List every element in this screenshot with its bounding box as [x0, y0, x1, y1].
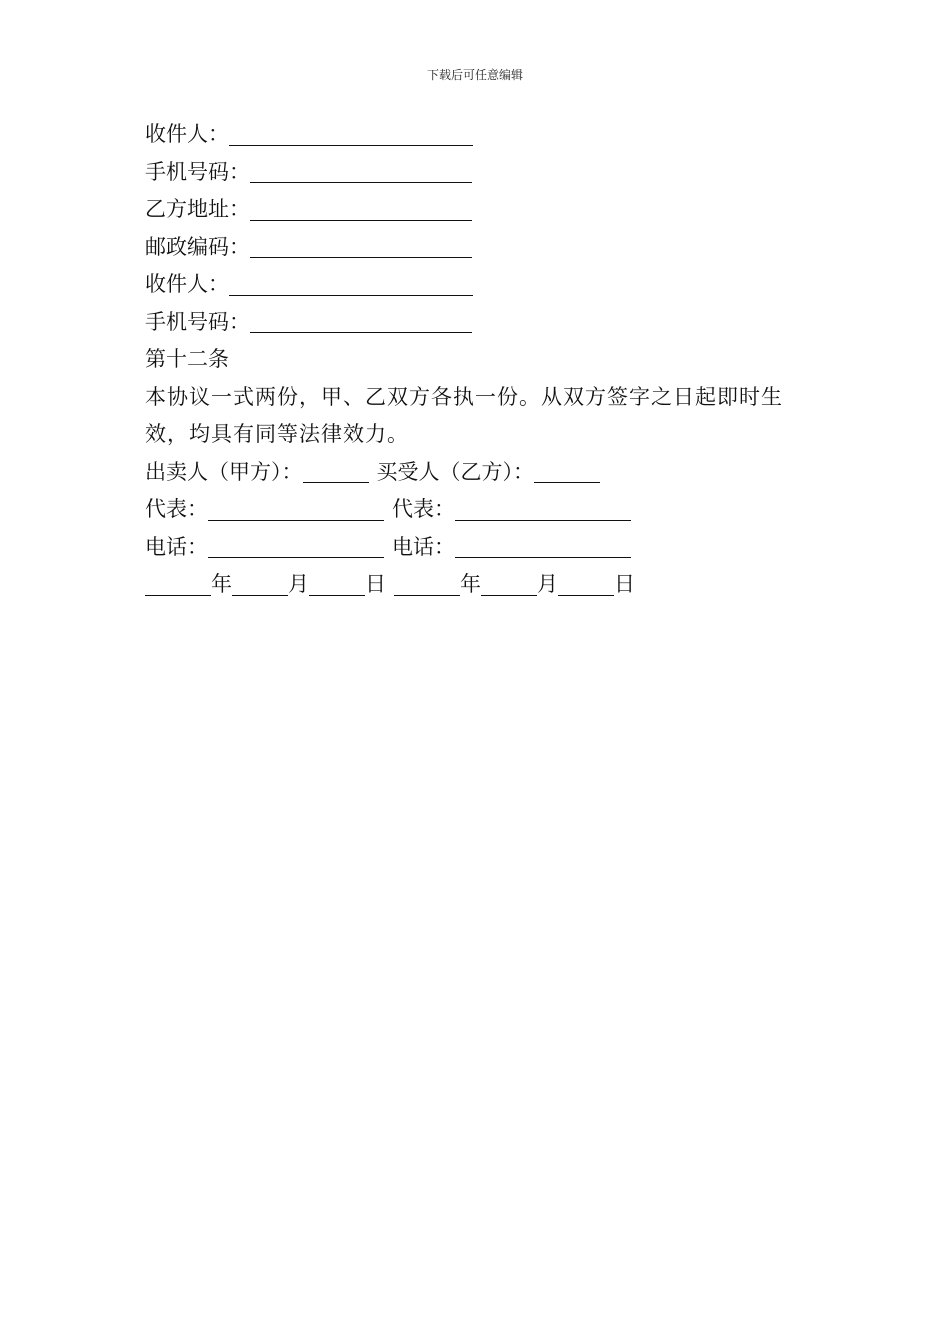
fill-blank[interactable] [250, 255, 472, 258]
fill-blank[interactable] [250, 180, 472, 183]
seller-month-blank[interactable] [232, 593, 288, 596]
buyer-phone-label: 电话： [392, 534, 455, 559]
seller-rep-label: 代表： [145, 497, 208, 521]
article-heading [145, 341, 810, 379]
buyer-year-blank[interactable] [394, 593, 460, 596]
article-body: 本协议一式两份，甲、乙双方各执一份。从双方签字之日起即时生效，均具有同等法律效力。 [145, 384, 783, 446]
signature-rep-row [145, 491, 810, 529]
buyer-blank[interactable] [534, 480, 600, 483]
field-label: 邮政编码： [145, 234, 250, 259]
buyer-rep-blank[interactable] [455, 518, 631, 521]
field-label: 收件人： [145, 122, 229, 146]
buyer-phone-blank[interactable] [455, 555, 631, 558]
month-label: 月 [288, 572, 309, 596]
field-label: 收件人： [145, 272, 229, 296]
field-recipient-2 [145, 266, 810, 304]
field-partyb-address [145, 191, 810, 229]
month-label: 月 [537, 572, 558, 596]
day-label: 日 [614, 572, 635, 596]
field-recipient-1 [145, 116, 810, 154]
field-label: 手机号码： [145, 309, 250, 334]
fill-blank[interactable] [229, 293, 473, 296]
fill-blank[interactable] [250, 330, 472, 333]
seller-phone-label: 电话： [145, 534, 208, 559]
field-mobile-2 [145, 304, 810, 342]
signature-phone-row [145, 529, 810, 567]
seller-rep-blank[interactable] [208, 518, 384, 521]
article-heading-text: 第十二条 [145, 347, 229, 371]
seller-phone-blank[interactable] [208, 555, 384, 558]
year-label: 年 [460, 572, 481, 596]
signature-date-row [145, 566, 810, 604]
field-mobile-1 [145, 154, 810, 192]
year-label: 年 [211, 572, 232, 596]
fill-blank[interactable] [250, 218, 472, 221]
buyer-month-blank[interactable] [481, 593, 537, 596]
buyer-label: 买受人（乙方）： [376, 459, 534, 484]
seller-label: 出卖人（甲方）： [145, 459, 303, 484]
seller-day-blank[interactable] [309, 593, 365, 596]
buyer-day-blank[interactable] [558, 593, 614, 596]
field-label: 乙方地址： [145, 197, 250, 221]
document-body [145, 116, 810, 604]
day-label: 日 [365, 572, 386, 596]
fill-blank[interactable] [229, 143, 473, 146]
seller-blank[interactable] [303, 480, 369, 483]
field-postal-code [145, 229, 810, 267]
header-note: 下载后可任意编辑 [426, 68, 523, 82]
field-label: 手机号码： [145, 159, 250, 184]
seller-year-blank[interactable] [145, 593, 211, 596]
signature-parties-row [145, 454, 810, 492]
buyer-rep-label: 代表： [392, 497, 455, 521]
